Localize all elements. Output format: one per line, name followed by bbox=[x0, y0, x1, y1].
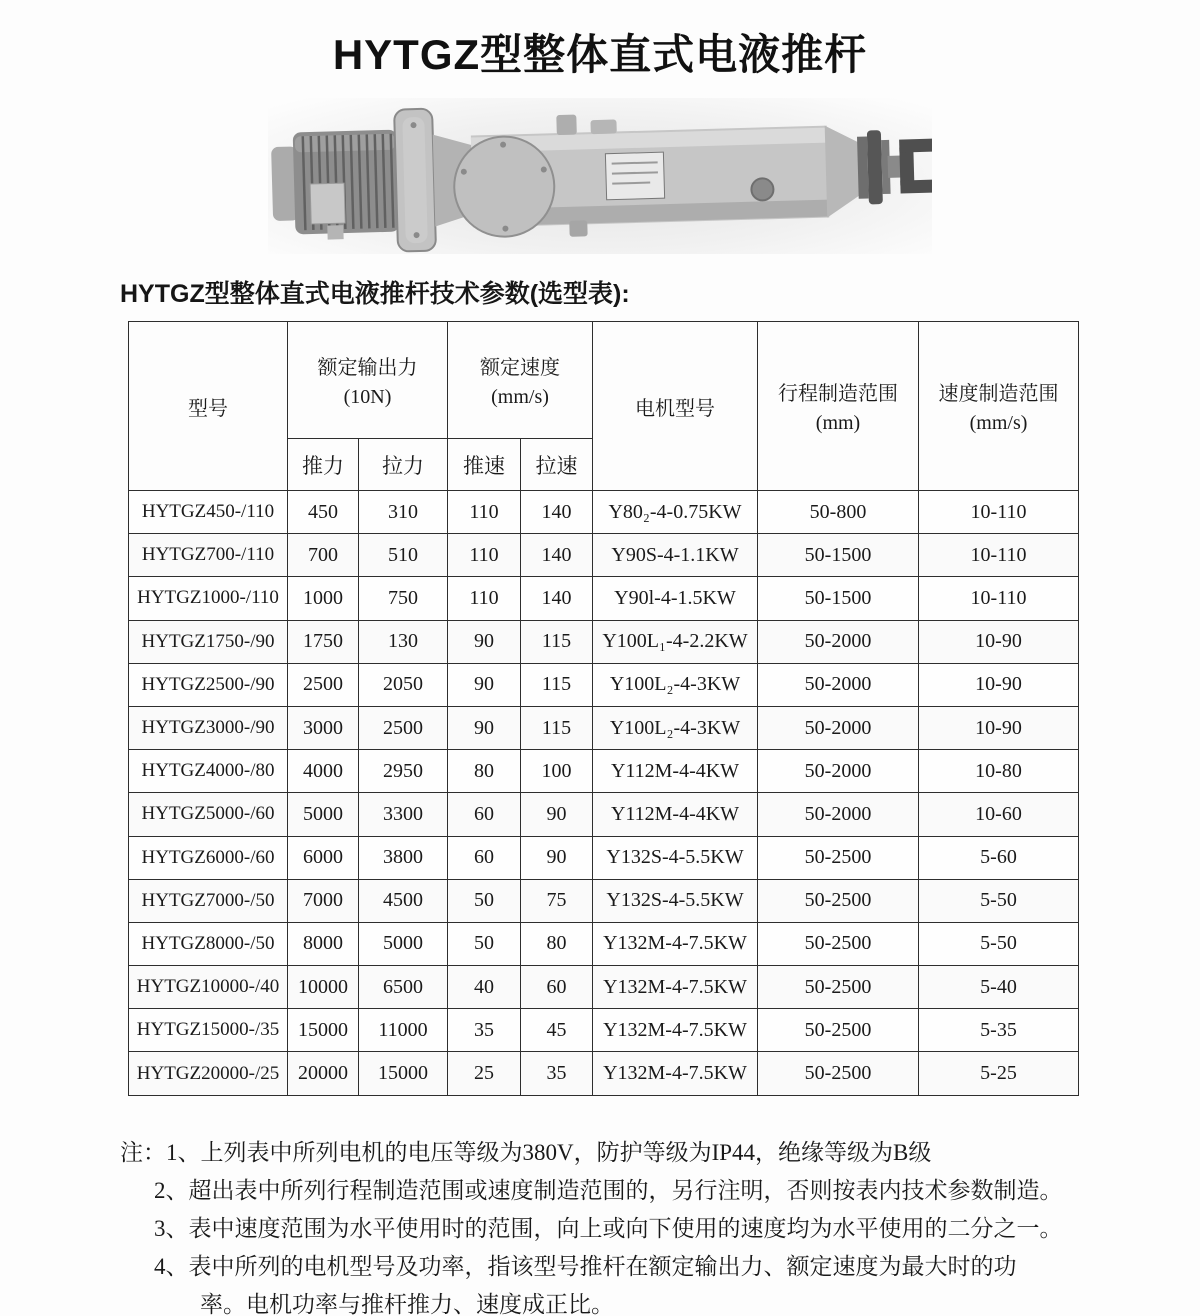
cell-model: HYTGZ3000-/90 bbox=[129, 706, 288, 749]
cell-push-force: 15000 bbox=[288, 1009, 359, 1052]
speed-range-label: 速度制造范围 bbox=[938, 383, 1059, 405]
cell-stroke-range: 50-2500 bbox=[758, 966, 919, 1009]
cell-push-force: 1000 bbox=[288, 577, 359, 620]
cell-speed-range: 10-110 bbox=[919, 577, 1079, 620]
cell-push-force: 6000 bbox=[288, 836, 359, 879]
col-header-speed-range bbox=[919, 322, 1079, 491]
cell-motor-model: Y132M-4-7.5KW bbox=[593, 966, 758, 1009]
cell-model: HYTGZ4000-/80 bbox=[129, 750, 288, 793]
rated-speed-unit: (mm/s) bbox=[491, 386, 549, 408]
cell-motor-model: Y132S-4-5.5KW bbox=[593, 836, 758, 879]
col-header-pull-speed: 拉速 bbox=[521, 439, 593, 491]
cell-stroke-range: 50-2000 bbox=[758, 620, 919, 663]
cell-pull-speed: 35 bbox=[521, 1052, 593, 1095]
cell-motor-model: Y132S-4-5.5KW bbox=[593, 879, 758, 922]
table-row bbox=[129, 966, 1079, 1009]
col-header-push: 推力 bbox=[288, 439, 359, 491]
cell-push-speed: 90 bbox=[448, 620, 521, 663]
cell-motor-model: Y80₂-4-0.75KW bbox=[593, 491, 758, 534]
cell-stroke-range: 50-1500 bbox=[758, 577, 919, 620]
cell-pull-speed: 90 bbox=[521, 836, 593, 879]
spec-table bbox=[128, 321, 1079, 1096]
cell-push-force: 7000 bbox=[288, 879, 359, 922]
cell-pull-speed: 140 bbox=[521, 534, 593, 577]
cell-motor-model: Y132M-4-7.5KW bbox=[593, 1052, 758, 1095]
product-photo bbox=[268, 98, 932, 254]
cell-push-force: 450 bbox=[288, 491, 359, 534]
cell-stroke-range: 50-2000 bbox=[758, 663, 919, 706]
cell-stroke-range: 50-2500 bbox=[758, 836, 919, 879]
table-row bbox=[129, 1009, 1079, 1052]
cell-speed-range: 10-90 bbox=[919, 706, 1079, 749]
note-line-3: 3、表中速度范围为水平使用时的范围，向上或向下使用的速度均为水平使用的二分之一。 bbox=[154, 1216, 1063, 1241]
cell-pull-speed: 115 bbox=[521, 706, 593, 749]
cell-pull-speed: 45 bbox=[521, 1009, 593, 1052]
rated-speed-label: 额定速度 bbox=[480, 357, 560, 379]
notes-block bbox=[120, 1134, 1120, 1316]
cell-model: HYTGZ15000-/35 bbox=[129, 1009, 288, 1052]
cell-pull-force: 2500 bbox=[359, 706, 448, 749]
cell-pull-force: 6500 bbox=[359, 966, 448, 1009]
cell-speed-range: 5-60 bbox=[919, 836, 1079, 879]
cell-speed-range: 10-80 bbox=[919, 750, 1079, 793]
rated-force-label: 额定输出力 bbox=[317, 357, 418, 379]
rated-force-unit: (10N) bbox=[343, 386, 392, 408]
cell-push-speed: 110 bbox=[448, 577, 521, 620]
cell-pull-force: 15000 bbox=[359, 1052, 448, 1095]
cell-motor-model: Y100L₂-4-3KW bbox=[593, 663, 758, 706]
col-header-pull: 拉力 bbox=[359, 439, 448, 491]
cell-speed-range: 5-40 bbox=[919, 966, 1079, 1009]
cell-pull-force: 2950 bbox=[359, 750, 448, 793]
cell-pull-force: 3800 bbox=[359, 836, 448, 879]
cell-pull-speed: 60 bbox=[521, 966, 593, 1009]
cell-motor-model: Y100L₂-4-3KW bbox=[593, 706, 758, 749]
cell-push-force: 10000 bbox=[288, 966, 359, 1009]
cell-model: HYTGZ6000-/60 bbox=[129, 836, 288, 879]
cell-model: HYTGZ20000-/25 bbox=[129, 1052, 288, 1095]
cell-push-speed: 50 bbox=[448, 879, 521, 922]
cell-model: HYTGZ10000-/40 bbox=[129, 966, 288, 1009]
cell-speed-range: 5-25 bbox=[919, 1052, 1079, 1095]
section-heading: HYTGZ型整体直式电液推杆技术参数(选型表): bbox=[120, 280, 630, 308]
cell-speed-range: 10-60 bbox=[919, 793, 1079, 836]
cell-push-force: 700 bbox=[288, 534, 359, 577]
actuator-illustration bbox=[268, 98, 932, 254]
cell-stroke-range: 50-2500 bbox=[758, 922, 919, 965]
cell-push-force: 5000 bbox=[288, 793, 359, 836]
cell-pull-speed: 140 bbox=[521, 577, 593, 620]
cell-push-speed: 35 bbox=[448, 1009, 521, 1052]
table-row bbox=[129, 793, 1079, 836]
cell-speed-range: 5-35 bbox=[919, 1009, 1079, 1052]
cell-speed-range: 10-90 bbox=[919, 663, 1079, 706]
cell-pull-speed: 75 bbox=[521, 879, 593, 922]
note-line-4: 4、表中所列的电机型号及功率，指该型号推杆在额定输出力、额定速度为最大时的功 bbox=[154, 1254, 1017, 1279]
cell-model: HYTGZ1750-/90 bbox=[129, 620, 288, 663]
cell-speed-range: 10-110 bbox=[919, 491, 1079, 534]
col-header-rated-force bbox=[288, 322, 448, 439]
cell-speed-range: 5-50 bbox=[919, 879, 1079, 922]
cell-pull-speed: 140 bbox=[521, 491, 593, 534]
spec-table-body bbox=[129, 491, 1079, 1096]
col-header-model: 型号 bbox=[129, 322, 288, 491]
cell-pull-force: 510 bbox=[359, 534, 448, 577]
table-row bbox=[129, 922, 1079, 965]
cell-motor-model: Y100L₁-4-2.2KW bbox=[593, 620, 758, 663]
table-row bbox=[129, 663, 1079, 706]
cell-stroke-range: 50-2500 bbox=[758, 879, 919, 922]
cell-pull-speed: 80 bbox=[521, 922, 593, 965]
cell-model: HYTGZ450-/110 bbox=[129, 491, 288, 534]
cell-push-speed: 110 bbox=[448, 534, 521, 577]
table-row bbox=[129, 577, 1079, 620]
col-header-rated-speed bbox=[448, 322, 593, 439]
cell-speed-range: 5-50 bbox=[919, 922, 1079, 965]
cell-push-speed: 90 bbox=[448, 706, 521, 749]
cell-stroke-range: 50-1500 bbox=[758, 534, 919, 577]
cell-push-force: 20000 bbox=[288, 1052, 359, 1095]
cell-pull-speed: 115 bbox=[521, 663, 593, 706]
table-row bbox=[129, 534, 1079, 577]
cell-pull-force: 4500 bbox=[359, 879, 448, 922]
table-row bbox=[129, 491, 1079, 534]
cell-pull-force: 750 bbox=[359, 577, 448, 620]
note-line-1: 注：1、上列表中所列电机的电压等级为380V，防护等级为IP44，绝缘等级为B级 bbox=[120, 1140, 932, 1165]
cell-pull-speed: 115 bbox=[521, 620, 593, 663]
cell-push-speed: 110 bbox=[448, 491, 521, 534]
stroke-range-unit: (mm) bbox=[815, 412, 861, 434]
cell-push-speed: 80 bbox=[448, 750, 521, 793]
cell-stroke-range: 50-2000 bbox=[758, 750, 919, 793]
cell-push-speed: 40 bbox=[448, 966, 521, 1009]
stroke-range-label: 行程制造范围 bbox=[778, 383, 898, 405]
cell-push-speed: 90 bbox=[448, 663, 521, 706]
cell-pull-force: 11000 bbox=[359, 1009, 448, 1052]
cell-motor-model: Y112M-4-4KW bbox=[593, 793, 758, 836]
col-header-motor: 电机型号 bbox=[593, 322, 758, 491]
note-line-2: 2、超出表中所列行程制造范围或速度制造范围的，另行注明，否则按表内技术参数制造。 bbox=[154, 1178, 1063, 1203]
cell-pull-force: 310 bbox=[359, 491, 448, 534]
cell-pull-force: 130 bbox=[359, 620, 448, 663]
cell-model: HYTGZ1000-/110 bbox=[129, 577, 288, 620]
table-row bbox=[129, 706, 1079, 749]
cell-motor-model: Y90l-4-1.5KW bbox=[593, 577, 758, 620]
table-row bbox=[129, 879, 1079, 922]
cell-stroke-range: 50-2500 bbox=[758, 1009, 919, 1052]
cell-model: HYTGZ2500-/90 bbox=[129, 663, 288, 706]
cell-stroke-range: 50-2000 bbox=[758, 706, 919, 749]
table-row bbox=[129, 750, 1079, 793]
col-header-stroke-range bbox=[758, 322, 919, 491]
cell-push-force: 2500 bbox=[288, 663, 359, 706]
cell-motor-model: Y112M-4-4KW bbox=[593, 750, 758, 793]
cell-push-speed: 25 bbox=[448, 1052, 521, 1095]
cell-stroke-range: 50-800 bbox=[758, 491, 919, 534]
cell-speed-range: 10-110 bbox=[919, 534, 1079, 577]
cell-pull-speed: 100 bbox=[521, 750, 593, 793]
col-header-push-speed: 推速 bbox=[448, 439, 521, 491]
cell-motor-model: Y132M-4-7.5KW bbox=[593, 1009, 758, 1052]
cell-stroke-range: 50-2500 bbox=[758, 1052, 919, 1095]
cell-push-speed: 60 bbox=[448, 836, 521, 879]
cell-pull-force: 5000 bbox=[359, 922, 448, 965]
cell-motor-model: Y90S-4-1.1KW bbox=[593, 534, 758, 577]
table-row bbox=[129, 1052, 1079, 1095]
cell-push-force: 3000 bbox=[288, 706, 359, 749]
cell-pull-speed: 90 bbox=[521, 793, 593, 836]
page-title: HYTGZ型整体直式电液推杆 bbox=[332, 31, 868, 78]
cell-model: HYTGZ8000-/50 bbox=[129, 922, 288, 965]
cell-model: HYTGZ7000-/50 bbox=[129, 879, 288, 922]
cell-push-force: 1750 bbox=[288, 620, 359, 663]
cell-motor-model: Y132M-4-7.5KW bbox=[593, 922, 758, 965]
speed-range-unit: (mm/s) bbox=[969, 412, 1028, 434]
cell-model: HYTGZ700-/110 bbox=[129, 534, 288, 577]
note-line-5: 率。电机功率与推杆推力、速度成正比。 bbox=[200, 1292, 614, 1316]
cell-push-force: 4000 bbox=[288, 750, 359, 793]
table-row bbox=[129, 836, 1079, 879]
cell-model: HYTGZ5000-/60 bbox=[129, 793, 288, 836]
cell-push-speed: 50 bbox=[448, 922, 521, 965]
cell-speed-range: 10-90 bbox=[919, 620, 1079, 663]
cell-pull-force: 3300 bbox=[359, 793, 448, 836]
table-row bbox=[129, 620, 1079, 663]
cell-pull-force: 2050 bbox=[359, 663, 448, 706]
cell-push-force: 8000 bbox=[288, 922, 359, 965]
cell-push-speed: 60 bbox=[448, 793, 521, 836]
cell-stroke-range: 50-2000 bbox=[758, 793, 919, 836]
